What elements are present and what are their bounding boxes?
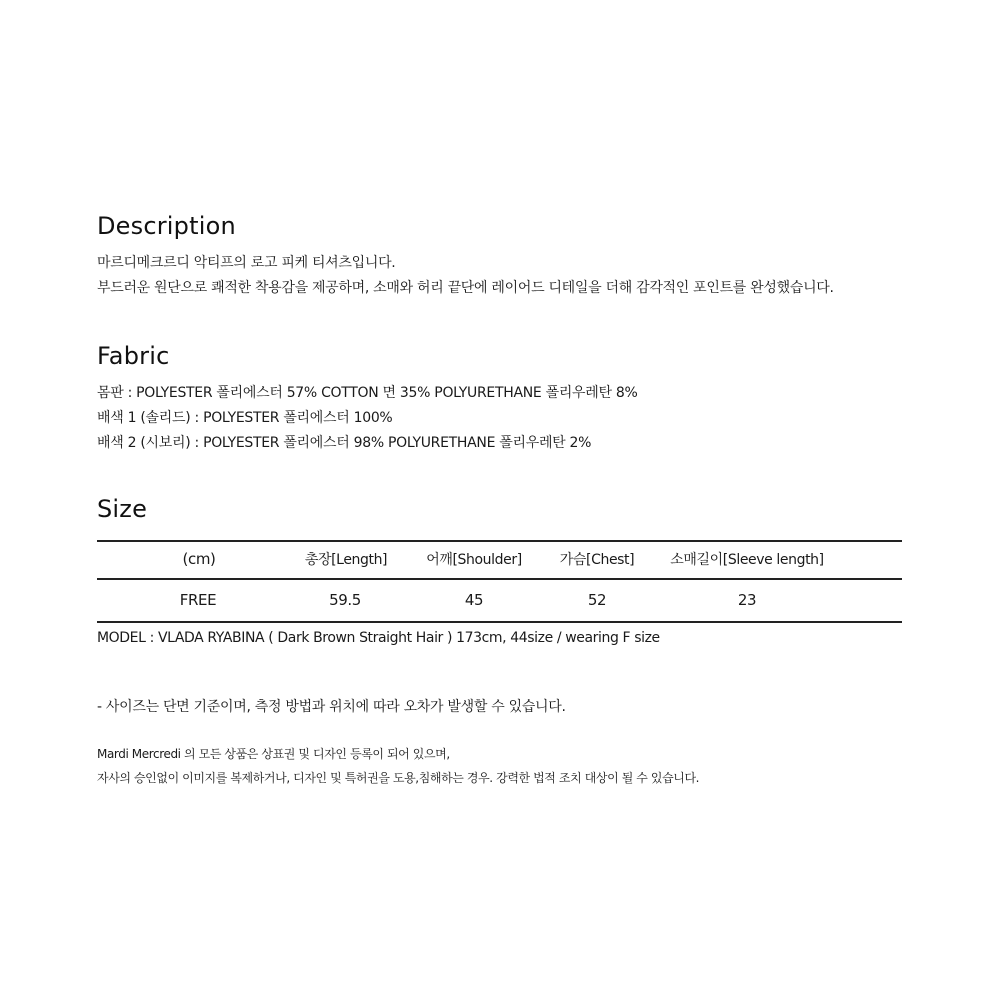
row-length-value: 59.5 <box>329 591 361 609</box>
row-sleeve-value: 23 <box>737 591 757 609</box>
row-shoulder-value: 45 <box>464 591 484 609</box>
row-size-free: FREE <box>179 591 217 609</box>
size-title: Size <box>97 495 148 523</box>
fabric-line-contrast-2: 배색 2 (시보리) : POLYESTER 폴리에스터 98% POLYURETHANE 폴리우레탄 2% <box>97 435 592 451</box>
fabric-line-body: 몸판 : POLYESTER 폴리에스터 57% COTTON 면 35% POLYURETHANE 폴리우레탄 8% <box>97 385 638 401</box>
header-length: 총장[Length] <box>304 552 388 568</box>
table-bottom-rule <box>97 621 902 623</box>
table-header-rule <box>97 578 902 580</box>
header-unit: (cm) <box>182 550 216 568</box>
header-shoulder: 어깨[Shoulder] <box>426 552 522 568</box>
legal-line-1: Mardi Mercredi 의 모든 상품은 상표권 및 디자인 등록이 되어 있으며, <box>97 747 450 761</box>
fabric-line-contrast-1: 배색 1 (솔리드) : POLYESTER 폴리에스터 100% <box>97 410 393 426</box>
description-title: Description <box>97 212 236 240</box>
header-chest: 가슴[Chest] <box>559 552 635 568</box>
table-top-rule <box>97 540 902 542</box>
model-info: MODEL : VLADA RYABINA ( Dark Brown Straight Hair ) 173cm, 44size / wearing F size <box>97 630 660 646</box>
row-chest-value: 52 <box>587 591 607 609</box>
header-sleeve-length: 소매길이[Sleeve length] <box>670 552 824 568</box>
description-body <box>97 251 834 301</box>
fabric-body <box>97 381 637 456</box>
legal-notice <box>97 742 699 790</box>
size-table <box>97 540 902 623</box>
fabric-title: Fabric <box>97 342 170 370</box>
description-line-1: 마르디메크르디 악티프의 로고 피케 티셔츠입니다. <box>97 255 396 271</box>
legal-line-2: 자사의 승인없이 이미지를 복제하거나, 디자인 및 특허권을 도용,침해하는 경우. 강력한 법적 조치 대상이 될 수 있습니다. <box>97 771 700 785</box>
size-measurement-note: - 사이즈는 단면 기준이며, 측정 방법과 위치에 따라 오차가 발생할 수 있습니다. <box>97 699 566 715</box>
description-line-2: 부드러운 원단으로 쾌적한 착용감을 제공하며, 소매와 허리 끝단에 레이어드 디테일을 더해 감각적인 포인트를 완성했습니다. <box>97 280 834 296</box>
